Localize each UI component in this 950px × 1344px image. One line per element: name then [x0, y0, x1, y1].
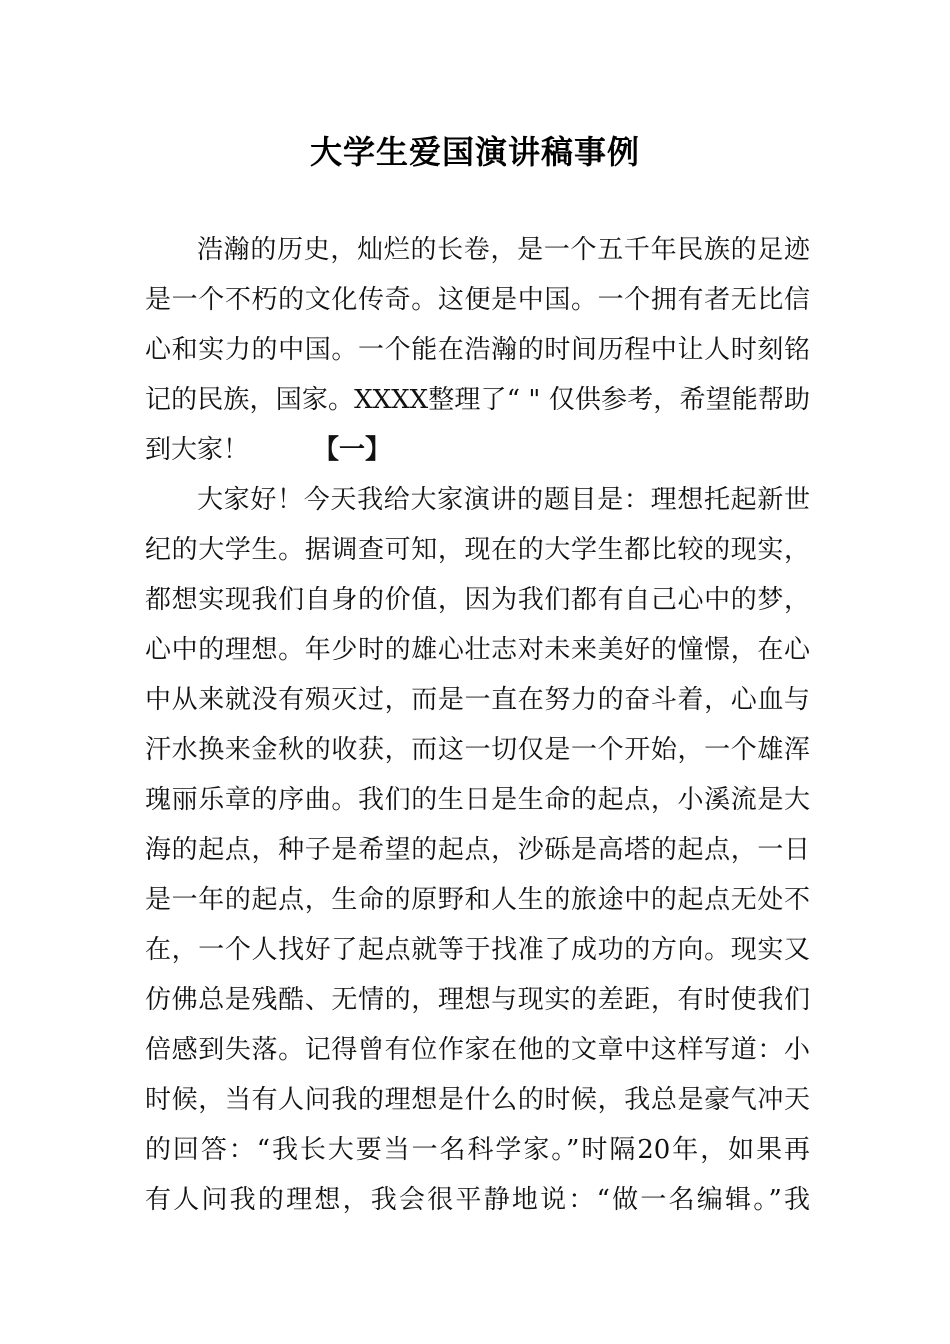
section-mark: 【一】	[313, 435, 392, 465]
speech-line: 海的起点，种子是希望的起点，沙砾是高塔的起点，一日	[145, 835, 810, 865]
intro-last-text: 到大家！	[145, 435, 250, 465]
intro-line: 心和实力的中国。一个能在浩瀚的时间历程中让人时刻铭	[145, 335, 810, 365]
speech-line: 都想实现我们自身的价值，因为我们都有自己心中的梦，	[145, 585, 810, 615]
speech-line: 仿佛总是残酷、无情的，理想与现实的差距，有时使我们	[145, 985, 810, 1015]
speech-line: 时候，当有人问我的理想是什么的时候，我总是豪气冲天	[145, 1085, 810, 1115]
speech-line: 有人问我的理想，我会很平静地说：“做一名编辑。”我	[145, 1185, 810, 1215]
speech-line: 倍感到失落。记得曾有位作家在他的文章中这样写道：小	[145, 1035, 810, 1065]
document-title: 大学生爱国演讲稿事例	[309, 133, 640, 171]
speech-line: 的回答：“我长大要当一名科学家。”时隔20年，如果再	[145, 1135, 810, 1165]
document-body	[145, 225, 810, 1225]
intro-line: 记的民族，国家。XXXX整理了“ " 仅供参考，希望能帮助	[145, 385, 810, 415]
intro-line	[145, 425, 810, 475]
speech-line: 汗水换来金秋的收获，而这一切仅是一个开始，一个雄浑	[145, 735, 810, 765]
speech-line: 瑰丽乐章的序曲。我们的生日是生命的起点，小溪流是大	[145, 785, 810, 815]
speech-line: 是一年的起点，生命的原野和人生的旅途中的起点无处不	[145, 885, 810, 915]
speech-line: 在，一个人找好了起点就等于找准了成功的方向。现实又	[145, 935, 810, 965]
speech-line: 中从来就没有殒灭过，而是一直在努力的奋斗着，心血与	[145, 685, 810, 715]
intro-line: 是一个不朽的文化传奇。这便是中国。一个拥有者无比信	[145, 285, 810, 315]
speech-line: 纪的大学生。据调查可知，现在的大学生都比较的现实，	[145, 535, 810, 565]
speech-line: 心中的理想。年少时的雄心壮志对未来美好的憧憬，在心	[145, 635, 810, 665]
speech-line: 大家好！今天我给大家演讲的题目是：理想托起新世	[197, 485, 810, 515]
intro-line: 浩瀚的历史，灿烂的长卷，是一个五千年民族的足迹	[197, 235, 810, 265]
